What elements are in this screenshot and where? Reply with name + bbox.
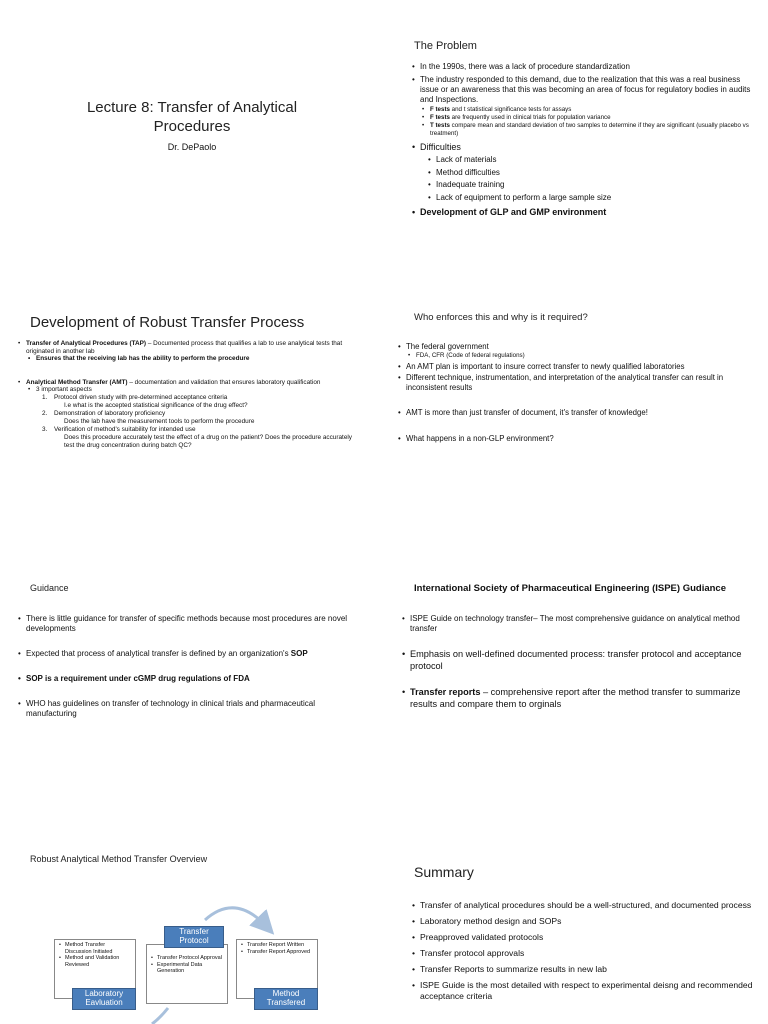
list-item: • An AMT plan is important to insure correct transfer to newly qualified laboratories <box>406 362 752 372</box>
list-item-text: Expected that process of analytical transfer is defined by an organization's <box>26 649 291 658</box>
numbered-list <box>42 393 356 449</box>
term: T tests <box>430 122 450 129</box>
list-item: • Preapproved validated protocols <box>420 932 755 943</box>
step-list <box>247 942 314 955</box>
bullet-list <box>410 614 750 724</box>
slide-the-problem <box>384 0 768 256</box>
list-item: I.e what is the accepted statistical significance of the drug effect? <box>64 401 248 409</box>
cycle-arrow-top <box>205 908 266 926</box>
label-line: Transfer <box>179 927 209 936</box>
list-item: Does this procedure accurately test the effect of a drug on the patient? Does the procedure accurately test the drug concentration during batch QC? <box>64 433 352 449</box>
item-number: 3. <box>42 426 48 434</box>
slide-who-enforces <box>384 256 768 512</box>
list-item <box>26 379 356 449</box>
step-list <box>157 955 224 975</box>
label-line: Transfered <box>266 998 306 1007</box>
list-item: • Transfer of analytical procedures should be a well-structured, and documented process <box>420 900 755 911</box>
list-item <box>42 410 356 425</box>
list-item-text: – comprehensive report after the method transfer to summarize results and compare them to orginals <box>410 687 741 709</box>
list-item <box>430 106 760 114</box>
list-item <box>42 393 356 409</box>
slide-heading: Guidance <box>30 583 69 593</box>
label-line: Eavluation <box>85 998 123 1007</box>
list-item: • Laboratory method design and SOPs <box>420 916 755 927</box>
sub-list <box>64 434 356 449</box>
list-item-text: compare mean and standard deviation of two samples to determine if they are significant (usually placebo vs treatment) <box>430 122 749 137</box>
lecture-title-line1: Lecture 8: Transfer of Analytical <box>86 99 298 116</box>
item-number: 2. <box>42 410 48 418</box>
list-item-text: Protocol driven study with pre-determined acceptance criteria <box>54 393 228 401</box>
list-item-text: and t statistical significance tests for assays <box>449 106 572 113</box>
sub-list <box>436 154 760 204</box>
list-item <box>36 386 356 449</box>
list-item: • Transfer protocol approvals <box>420 948 755 959</box>
sub-list <box>64 402 356 410</box>
list-item: • In the 1990s, there was a lack of procedure standardization <box>420 62 760 72</box>
slide-ispe-guidance <box>384 512 768 768</box>
slide-transfer-overview <box>0 768 384 1024</box>
sub-list <box>416 352 752 360</box>
sub-list <box>36 355 356 363</box>
bullet-list <box>420 62 760 220</box>
slide-summary <box>384 768 768 1024</box>
step-list <box>65 942 132 968</box>
list-item-text: The industry responded to this demand, due to the realization that this was a real business issue or an awareness that this was becoming an area of focus for regulatory bodies in audits and Inspections. <box>420 75 751 104</box>
list-item: • Inadequate training <box>436 179 760 192</box>
slide-heading: Who enforces this and why is it required? <box>414 312 588 323</box>
author: Dr. DePaolo <box>167 142 217 152</box>
list-item <box>42 426 356 449</box>
term: SOP <box>290 649 308 658</box>
list-item: • AMT is more than just transfer of document, it's transfer of knowledge! <box>406 408 752 418</box>
slide-heading: The Problem <box>414 40 477 52</box>
list-item: • FDA, CFR (Code of federal regulations) <box>416 352 752 360</box>
bullet-list <box>26 340 356 450</box>
list-item-text: – Documented process that qualifies a lab to use analytical tests that originated in another lab <box>26 340 343 355</box>
list-item: • WHO has guidelines on transfer of technology in clinical trials and pharmaceutical manufacturing <box>26 699 356 719</box>
list-item: • Method difficulties <box>436 167 760 180</box>
transfer-protocol-label <box>164 926 224 948</box>
list-item: • Emphasis on well-defined documented process: transfer protocol and acceptance protocol <box>410 648 750 672</box>
transfer-protocol-box <box>146 944 228 1004</box>
list-item <box>420 75 760 138</box>
sub-list <box>36 386 356 449</box>
list-item: • There is little guidance for transfer of specific methods because most procedures are novel developments <box>26 614 356 634</box>
list-item: • Transfer Report Written <box>247 942 314 949</box>
list-item: • Lack of materials <box>436 154 760 167</box>
label-line: Method <box>272 989 300 998</box>
bullet-list <box>406 342 752 444</box>
list-item-text: Demonstration of laboratory proficiency <box>54 410 166 418</box>
term: Analytical Method Transfer (AMT) <box>26 378 128 386</box>
list-item: • ISPE Guide on technology transfer– The most comprehensive guidance on analytical method transfer <box>410 614 750 634</box>
list-item: • Transfer Report Approved <box>247 949 314 956</box>
slide-heading: Robust Analytical Method Transfer Overview <box>30 854 208 864</box>
list-item: • Method and Validation Reviewed <box>65 955 132 968</box>
list-item: • Experimental Data Generation <box>157 962 224 975</box>
list-item: • SOP is a requirement under cGMP drug regulations of FDA <box>26 674 356 684</box>
list-item <box>430 122 760 138</box>
lecture-title <box>0 98 384 136</box>
list-item <box>26 649 356 659</box>
slide-heading: Development of Robust Transfer Process <box>30 314 305 331</box>
list-item: • ISPE Guide is the most detailed with respect to experimental deisng and recommended acceptance criteria <box>420 980 755 1002</box>
slide-heading: International Society of Pharmaceutical Engineering (ISPE) Gudiance <box>414 583 726 594</box>
term: Transfer reports <box>410 687 481 697</box>
bullet-list <box>420 900 755 1007</box>
list-item-text: 3 important aspects <box>36 386 92 394</box>
list-item-text: Difficulties <box>420 142 461 152</box>
term: F tests <box>430 106 450 113</box>
slide-robust-transfer <box>0 256 384 512</box>
bullet-list <box>26 614 356 734</box>
list-item: Does the lab have the measurement tools to perform the procedure <box>64 417 255 425</box>
list-item <box>410 686 750 710</box>
slide-guidance <box>0 512 384 768</box>
list-item: • Transfer Protocol Approval <box>157 955 224 962</box>
label-line: Laboratory <box>84 989 124 998</box>
list-item-text: – documentation and validation that ensures laboratory qualification <box>127 378 321 386</box>
list-item: • Method Transfer Discussion Initiated <box>65 942 132 955</box>
list-item: • Lack of equipment to perform a large sample size <box>436 192 760 205</box>
list-item: • Ensures that the receiving lab has the ability to perform the procedure <box>36 355 356 363</box>
list-item <box>406 342 752 360</box>
list-item: • Different technique, instrumentation, and interpretation of the analytical transfer can result in inconsistent results <box>406 373 752 392</box>
list-item: • Transfer Reports to summarize results in new lab <box>420 964 755 975</box>
list-item-text: Verification of method's suitability for intended use <box>54 426 196 434</box>
method-transfered-label <box>254 988 318 1010</box>
slide-heading: Summary <box>414 864 474 880</box>
term: Transfer of Analytical Procedures (TAP) <box>26 340 147 347</box>
label-line: Protocol <box>179 936 209 945</box>
lecture-title-line2: Procedures <box>153 118 231 135</box>
sub-list <box>430 106 760 138</box>
list-item-text: are frequently used in clinical trials for population variance <box>449 114 611 121</box>
list-item <box>420 141 760 204</box>
list-item <box>26 340 356 363</box>
slide-title <box>0 0 384 256</box>
lab-evaluation-label <box>72 988 136 1010</box>
list-item: • What happens in a non-GLP environment? <box>406 434 752 444</box>
list-item <box>430 114 760 122</box>
item-number: 1. <box>42 393 48 401</box>
term: F tests <box>430 114 450 121</box>
list-item-text: The federal government <box>406 342 489 351</box>
list-item: • Development of GLP and GMP environment <box>420 207 760 217</box>
cycle-arrow-bottom <box>152 1008 168 1024</box>
sub-list <box>64 418 356 426</box>
